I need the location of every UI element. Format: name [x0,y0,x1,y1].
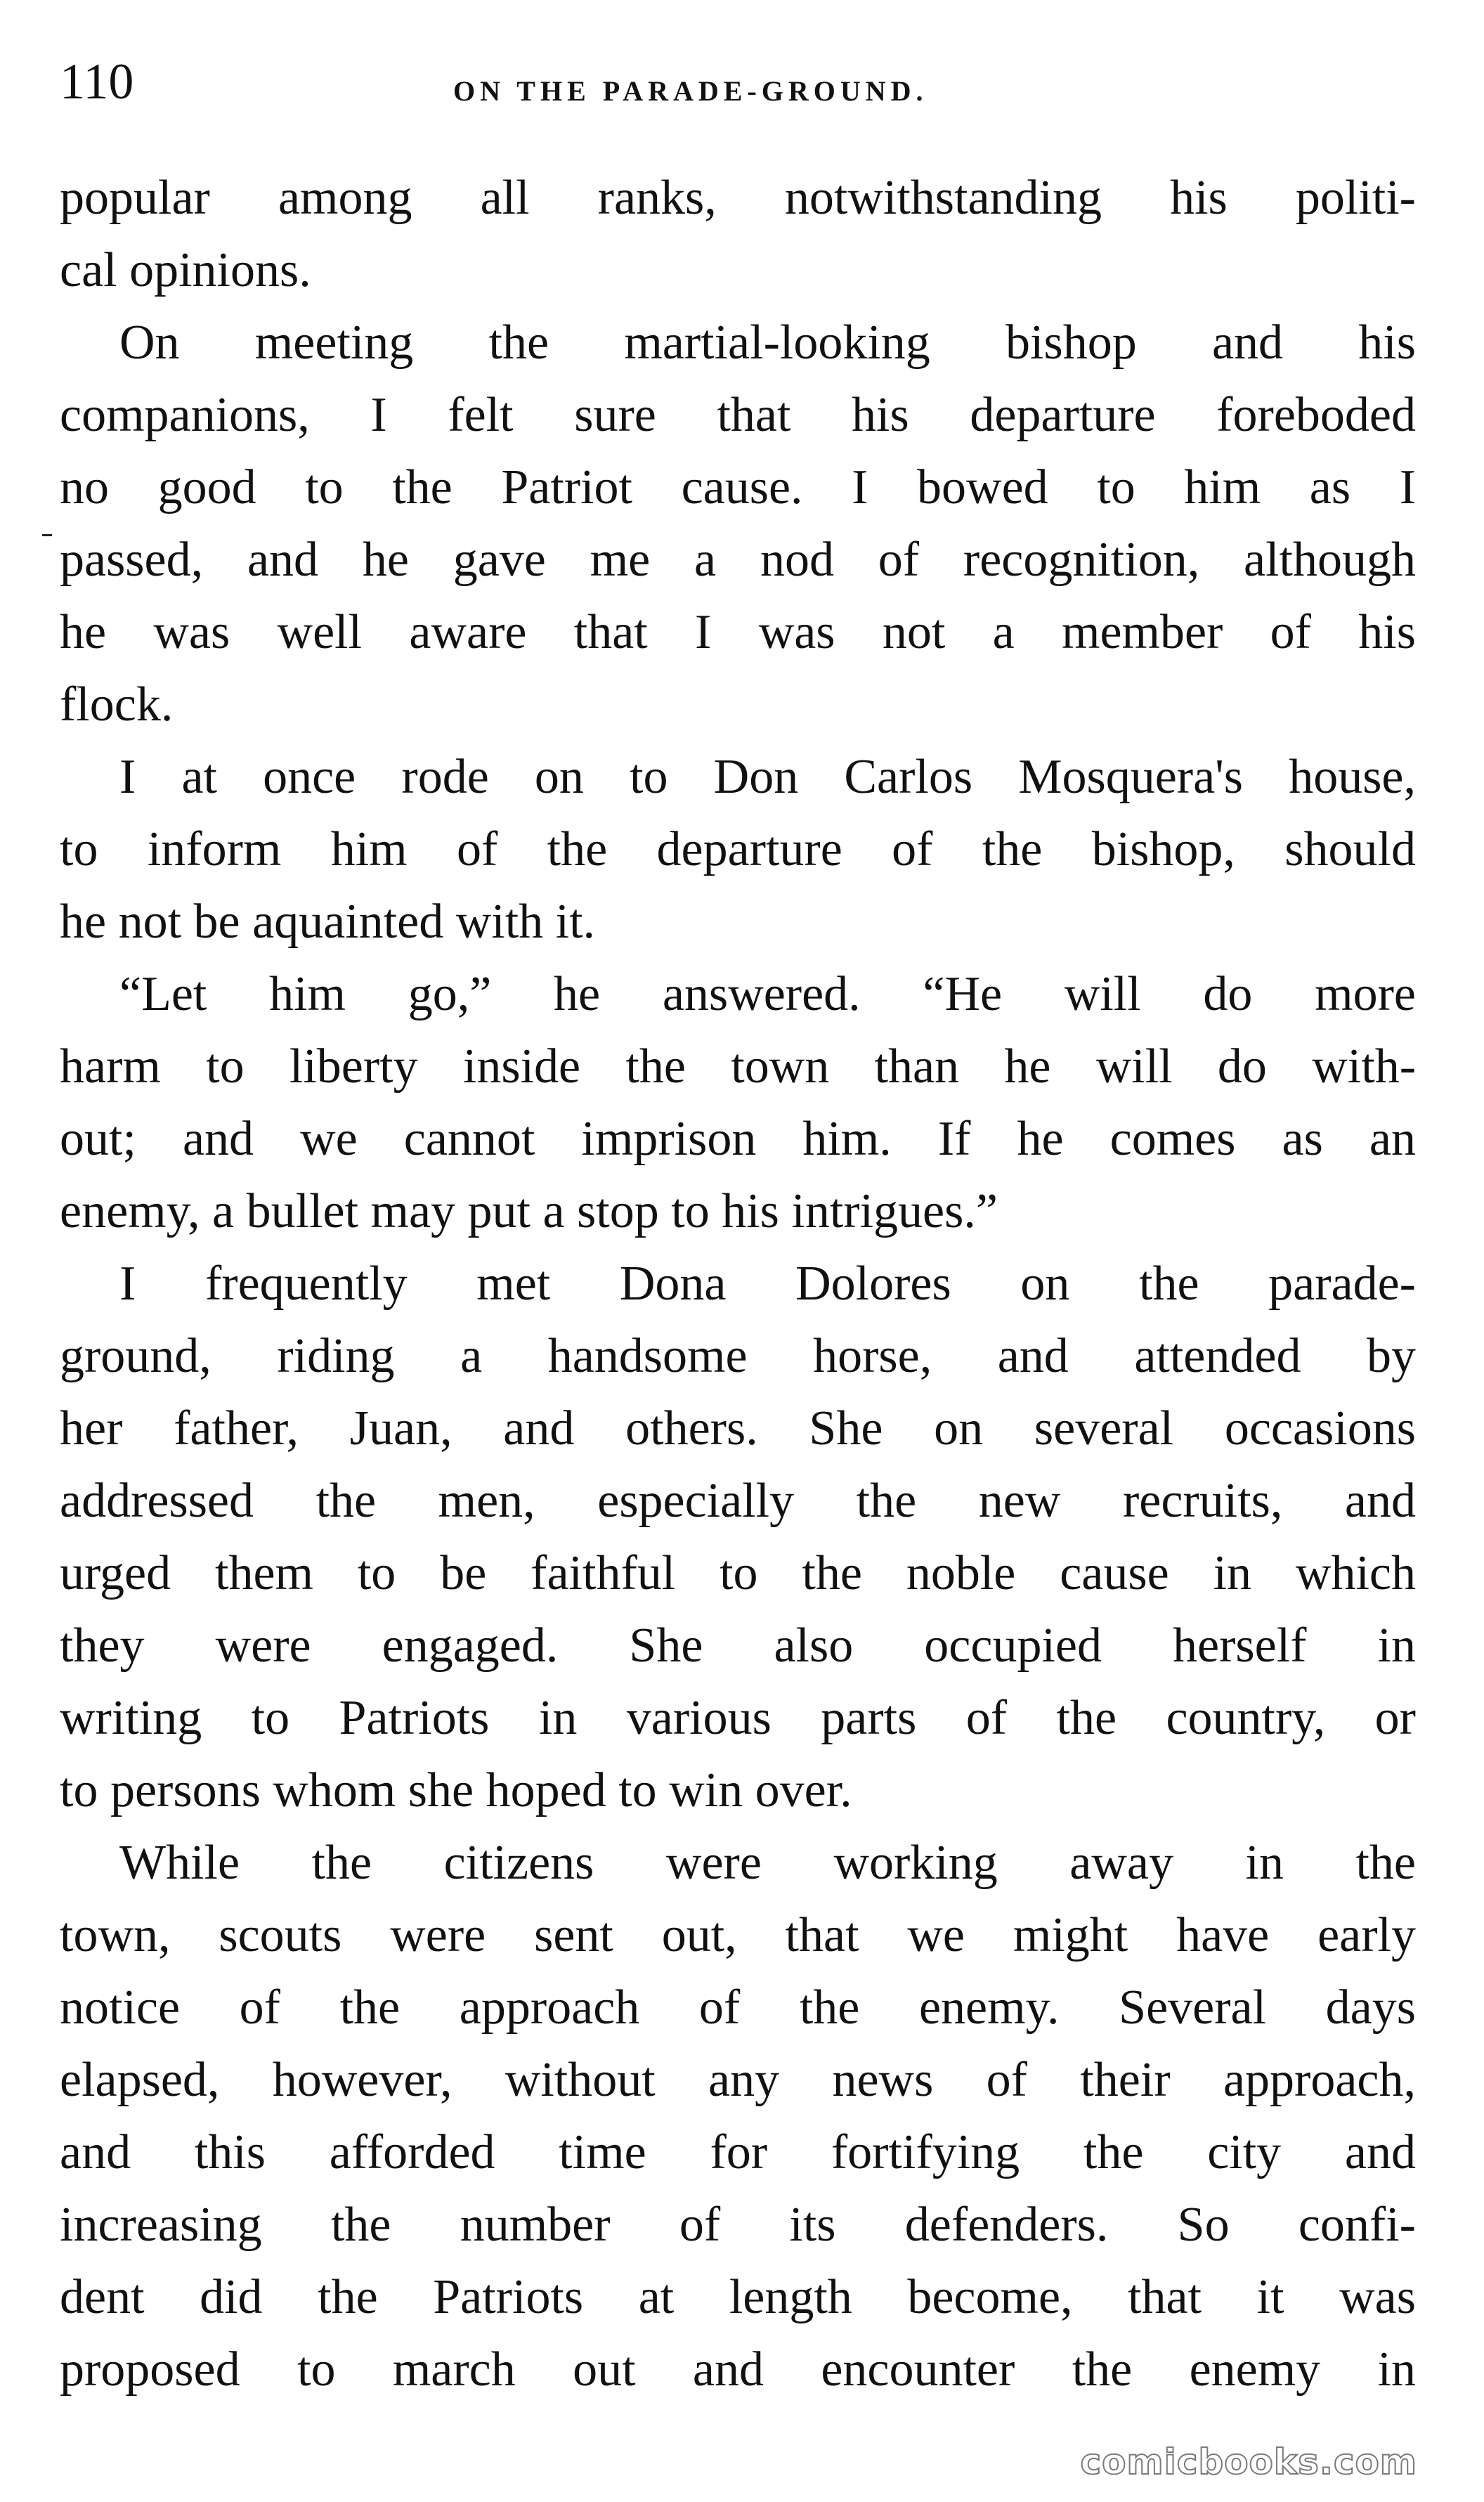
text-line: On meeting the martial-looking bishop and his [119,316,1416,370]
text-line: I at once rode on to Don Carlos Mosquera's house, [119,750,1416,804]
text-line: “Let him go,” he answered. “He will do more [119,967,1416,1021]
text-line: he not be aquainted with it. [60,895,596,949]
text-line: increasing the number of its defenders. So confi- [60,2198,1416,2252]
text-line: they were engaged. She also occupied herself in [60,1619,1416,1673]
paragraph [60,1827,1416,2406]
text-line: companions, I felt sure that his departure foreboded [60,388,1416,442]
text-line: proposed to march out and encounter the enemy in [60,2342,1416,2397]
text-line: addressed the men, especially the new recruits, and [60,1474,1416,1528]
text-line: he was well aware that I was not a member of his [60,605,1416,659]
text-line: ground, riding a handsome horse, and attended by [60,1329,1416,1383]
text-line: writing to Patriots in various parts of the country, or [60,1691,1416,1745]
paragraph [60,306,1416,741]
text-line: to persons whom she hoped to win over. [60,1763,852,1817]
text-line: While the citizens were working away in the [119,1836,1416,1890]
page-header [60,53,1416,141]
text-line: to inform him of the departure of the bishop, should [60,822,1416,876]
paragraph [60,741,1416,958]
text-line: no good to the Patriot cause. I bowed to him as I [60,460,1416,514]
watermark: comicbooks.com [1080,2442,1417,2482]
text-line: elapsed, however, without any news of their approach, [60,2053,1416,2107]
text-line: her father, Juan, and others. She on several occasions [60,1401,1416,1456]
paragraph [60,1247,1416,1827]
page-number: 110 [60,53,134,110]
text-line: out; and we cannot imprison him. If he comes as an [60,1112,1416,1166]
text-line: enemy, a bullet may put a stop to his intrigues.” [60,1184,998,1238]
text-line: urged them to be faithful to the noble cause in which [60,1546,1416,1600]
text-line: dent did the Patriots at length become, that it was [60,2270,1416,2324]
text-line: I frequently met Dona Dolores on the parade- [119,1257,1416,1311]
paragraph [60,162,1416,306]
paragraph [60,958,1416,1247]
running-title: ON THE PARADE-GROUND. [453,75,928,107]
text-line: notice of the approach of the enemy. Several days [60,1981,1416,2035]
text-line: town, scouts were sent out, that we might have early [60,1908,1416,1962]
text-line: flock. [60,678,174,732]
body-text [60,162,1416,2406]
text-line: popular among all ranks, notwithstanding his politi- [60,171,1416,225]
text-line: passed, and he gave me a nod of recognition, although [60,533,1416,587]
text-line: cal opinions. [60,243,311,297]
margin-mark [42,534,52,536]
text-line: and this afforded time for fortifying the city and [60,2125,1416,2179]
text-line: harm to liberty inside the town than he will do with- [60,1039,1416,1094]
